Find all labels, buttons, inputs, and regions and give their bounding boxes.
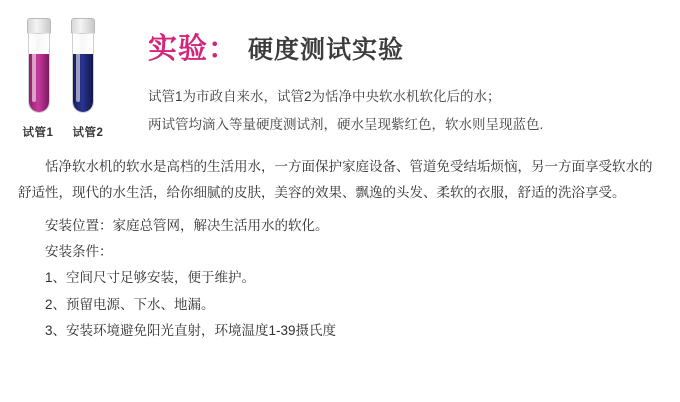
test-tube-2 [68, 18, 98, 116]
install-condition-item: 3、安装环境避免阳光直射，环境温度1-39摄氏度 [45, 322, 337, 338]
tube-shine-2 [76, 36, 80, 102]
test-tubes-images [18, 18, 140, 116]
intro-paragraph: 恬净软水机的软水是高档的生活用水，一方面保护家庭设备、管道免受结垢烦恼，另一方面享受软水的舒适性，现代的水生活，给你细腻的皮肤，美容的效果、飘逸的头发、柔软的衣服，舒适的洗浴享受。 [18, 159, 653, 201]
tube-label-1: 试管1 [22, 127, 54, 139]
title-label-hardness-test: 硬度测试实验 [248, 35, 405, 64]
tube-cap-icon [71, 18, 95, 34]
tube-shine-1 [32, 36, 36, 102]
header-desc-line-1: 试管1为市政自来水，试管2为恬净中央软水机软化后的水； [148, 89, 501, 104]
install-condition-item: 2、预留电源、下水、地漏。 [45, 296, 215, 312]
header-description [148, 83, 670, 138]
test-tube-labels [18, 124, 140, 140]
header-desc-line-2: 两试管均滴入等量硬度测试剂，硬水呈现紫红色，软水则呈现蓝色. [148, 116, 544, 132]
install-position-line: 安装位置：家庭总管网，解决生活用水的软化。 [45, 217, 329, 233]
test-tube-1 [24, 18, 54, 116]
install-condition-item: 1、空间尺寸足够安装，便于维护。 [45, 270, 256, 286]
install-conditions-title: 安装条件： [45, 243, 113, 259]
tube-label-2: 试管2 [72, 127, 104, 139]
test-tubes-block [0, 18, 140, 140]
header-section [0, 0, 680, 140]
title-label-experiment: 实验： [148, 31, 239, 65]
page-title [148, 26, 670, 67]
header-text-block [140, 18, 680, 138]
tube-cap-icon [27, 18, 51, 34]
body-content [0, 140, 680, 344]
